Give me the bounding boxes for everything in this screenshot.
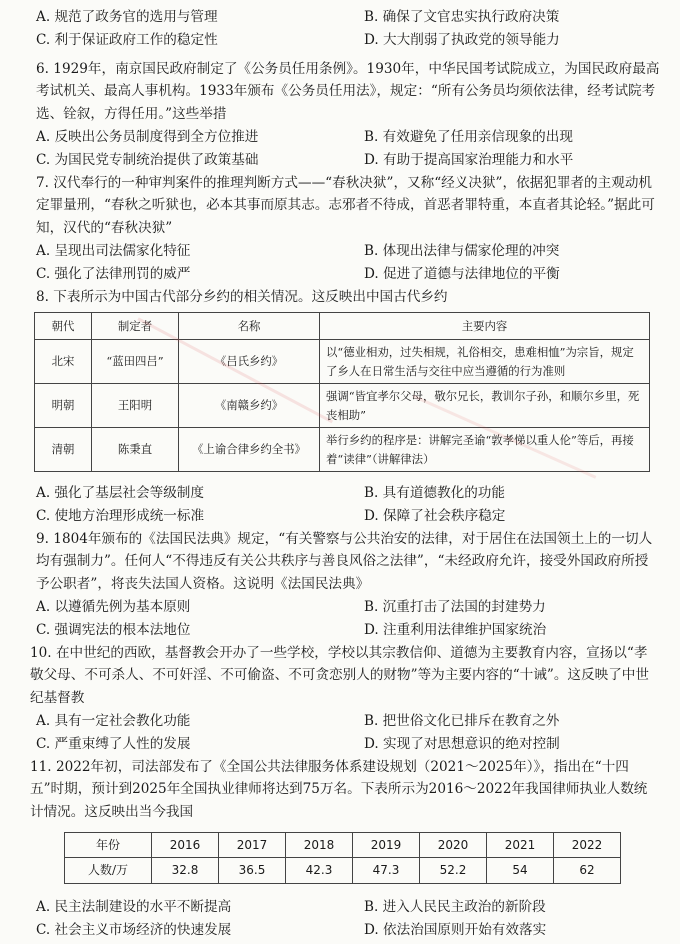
option-d[interactable]: D. 有助于提高国家治理能力和水平 [364,152,574,168]
table-row [65,833,621,858]
table-header: 年份 [65,833,152,858]
question-10 [0,642,680,709]
question-11 [0,756,680,823]
table-cell: “蓝田四吕” [92,340,179,384]
option-d[interactable]: D. 注重利用法律维护国家统治 [364,622,547,638]
table-cell: 2022 [554,833,621,858]
table-row [35,340,650,384]
option-a[interactable]: A. 强化了基层社会等级制度 [36,485,204,501]
question-stem: 10. 在中世纪的西欧，基督教会开办了一些学校，学校以其宗教信仰、道德为主要教育内容，宣扬以“孝敬父母、不可杀人、不可奸淫、不可偷盗、不可贪恋别人的财物”等为主要内容的“十诫”。这反映了中世纪基督教 [30,645,649,706]
table-cell: 以“德业相劝，过失相规，礼俗相交，患难相恤”为宗旨，规定了乡人在日常生活与交往中应当遵循的行为准则 [320,340,650,384]
table-cell: 2016 [152,833,219,858]
q11-options [0,896,680,942]
option-b[interactable]: B. 有效避免了任用亲信现象的出现 [364,129,573,145]
table-header: 制定者 [92,313,179,340]
q7-options [0,240,680,286]
table-cell: 明朝 [35,384,92,428]
option-a[interactable]: A. 具有一定社会教化功能 [36,713,191,729]
question-9 [6,528,680,595]
option-b[interactable]: B. 把世俗文化已排斥在教育之外 [364,713,560,729]
option-a[interactable]: A. 反映出公务员制度得到全方位推进 [36,129,259,145]
table-cell: 举行乡约的程序是：讲解完圣谕“敦孝悌以重人伦”等后，再接着“读律”（讲解律法） [320,428,650,472]
question-stem: 7. 汉代奉行的一种审判案件的推理判断方式——“春秋决狱”，又称“经义决狱”，依据犯罪者的主观动机定罪量刑，“春秋之听狱也，必本其事而原其志。志邪者不待成，首恶者罪特重，本直者其论轻。”据此可知，汉代的“春秋决狱” [36,175,655,236]
table-cell: 52.2 [420,858,487,883]
table-header: 朝代 [35,313,92,340]
option-d[interactable]: D. 实现了对思想意识的绝对控制 [364,736,560,752]
table-cell: 2018 [286,833,353,858]
table-row [35,384,650,428]
table-header: 人数/万 [65,858,152,883]
table-cell: 陈秉直 [92,428,179,472]
option-d[interactable]: D. 促进了道德与法律地位的平衡 [364,266,560,282]
q6-options [0,126,680,172]
option-b[interactable]: B. 体现出法律与儒家伦理的冲突 [364,243,560,259]
option-b[interactable]: B. 具有道德教化的功能 [364,485,505,501]
table-cell: 王阳明 [92,384,179,428]
option-d[interactable]: D. 保障了社会秩序稳定 [364,508,506,524]
table-cell: 62 [554,858,621,883]
option-d[interactable]: D. 依法治国原则开始有效落实 [364,922,547,938]
q11-table [64,832,621,884]
table-cell: 2021 [487,833,554,858]
q5-options [0,6,680,52]
option-a[interactable]: A. 以遵循先例为基本原则 [36,599,191,615]
question-7 [6,172,680,239]
option-a[interactable]: A. 民主法制建设的水平不断提高 [36,899,232,915]
question-stem: 6. 1929年，南京国民政府制定了《公务员任用条例》。1930年，中华民国考试院成立，为国民政府最高考试机关、最高人事机构。1933年颁布《公务员任用法》，规定：“所有公务员均须依法律，经考试院考选、铨叙，方得任用。”这些举措 [36,61,660,122]
table-cell: 54 [487,858,554,883]
table-cell: 2017 [219,833,286,858]
table-cell: 2020 [420,833,487,858]
q10-options [0,710,680,756]
question-stem: 11. 2022年初，司法部发布了《全国公共法律服务体系建设规划（2021～2025年）》，指出在“十四五”时期，预计到2025年全国执业律师将达到75万名。下表所示为2016～2022年我国律师执业人数统计情况。这反映出当今我国 [30,759,648,820]
question-8 [6,286,680,308]
question-6 [6,58,680,125]
table-header-row [35,313,650,340]
option-b[interactable]: B. 沉重打击了法国的封建势力 [364,599,546,615]
option-a[interactable]: A. 呈现出司法儒家化特征 [36,243,191,259]
table-cell: 《吕氏乡约》 [179,340,320,384]
option-c[interactable]: C. 严重束缚了人性的发展 [36,736,191,752]
option-a[interactable]: A. 规范了政务官的选用与管理 [36,9,218,25]
option-d[interactable]: D. 大大削弱了执政党的领导能力 [364,32,560,48]
table-cell: 北宋 [35,340,92,384]
table-header: 名称 [179,313,320,340]
table-cell: 42.3 [286,858,353,883]
table-cell: 32.8 [152,858,219,883]
table-cell: 2019 [353,833,420,858]
table-row [35,428,650,472]
table-header: 主要内容 [320,313,650,340]
table-cell: 清朝 [35,428,92,472]
option-b[interactable]: B. 确保了文官忠实执行政府决策 [364,9,560,25]
table-row [65,858,621,883]
option-b[interactable]: B. 进入人民民主政治的新阶段 [364,899,546,915]
option-row [0,29,680,52]
option-c[interactable]: C. 使地方治理形成统一标准 [36,508,205,524]
option-c[interactable]: C. 利于保证政府工作的稳定性 [36,32,218,48]
table-cell: 《上谕合律乡约全书》 [179,428,320,472]
table-cell: 36.5 [219,858,286,883]
table-cell: 强调“皆宜孝尔父母，敬尔兄长，教训尔子孙，和顺尔乡里，死丧相助” [320,384,650,428]
option-c[interactable]: C. 社会主义市场经济的快速发展 [36,922,232,938]
table-cell: 47.3 [353,858,420,883]
q8-table [34,312,650,472]
question-stem: 9. 1804年颁布的《法国民法典》规定，“有关警察与公共治安的法律，对于居住在法国领土上的一切人均有强制力”。任何人“不得违反有关公共秩序与善良风俗之法律”，“未经政府允许，接受外国政府所授予公职者”，将丧失法国人资格。这说明《法国民法典》 [36,531,653,592]
question-stem: 8. 下表所示为中国古代部分乡约的相关情况。这反映出中国古代乡约 [36,289,448,305]
option-c[interactable]: C. 为国民党专制统治提供了政策基础 [36,152,259,168]
q8-options [0,482,680,528]
option-row [0,6,680,29]
option-c[interactable]: C. 强化了法律刑罚的威严 [36,266,191,282]
option-c[interactable]: C. 强调宪法的根本法地位 [36,622,191,638]
q9-options [0,596,680,642]
table-cell: 《南赣乡约》 [179,384,320,428]
